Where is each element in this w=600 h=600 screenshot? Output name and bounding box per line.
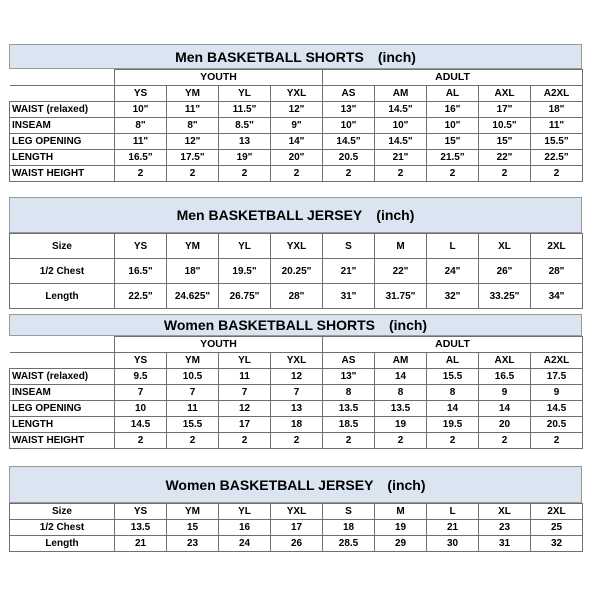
men-shorts-table xyxy=(9,69,583,182)
cell: 2 xyxy=(167,166,219,182)
cell: 10.5" xyxy=(479,118,531,134)
size-header: YS xyxy=(115,353,167,369)
men-shorts-title: Men BASKETBALL SHORTS xyxy=(175,48,364,65)
row-label: Length xyxy=(10,284,115,309)
blank-cell xyxy=(10,86,115,102)
table-row xyxy=(10,401,583,417)
size-label: Size xyxy=(10,234,115,259)
cell: 7 xyxy=(167,385,219,401)
men-shorts-group-adult: ADULT xyxy=(323,70,583,86)
cell: 13 xyxy=(219,134,271,150)
cell: 23 xyxy=(479,520,531,536)
size-header: S xyxy=(323,234,375,259)
cell: 31" xyxy=(323,284,375,309)
cell: 21" xyxy=(323,259,375,284)
cell: 14 xyxy=(375,369,427,385)
row-label: 1/2 Chest xyxy=(10,259,115,284)
row-label: WAIST (relaxed) xyxy=(10,102,115,118)
women-jersey-size-row xyxy=(10,504,583,520)
cell: 16.5 xyxy=(479,369,531,385)
cell: 15" xyxy=(479,134,531,150)
size-header: AS xyxy=(323,86,375,102)
cell: 13.5 xyxy=(375,401,427,417)
cell: 31.75" xyxy=(375,284,427,309)
size-header: YS xyxy=(115,234,167,259)
cell: 14.5" xyxy=(375,102,427,118)
cell: 9 xyxy=(479,385,531,401)
cell: 16 xyxy=(219,520,271,536)
cell: 2 xyxy=(219,433,271,449)
cell: 13.5 xyxy=(115,520,167,536)
cell: 21" xyxy=(375,150,427,166)
size-header: YM xyxy=(167,86,219,102)
cell: 26 xyxy=(271,536,323,552)
cell: 31 xyxy=(479,536,531,552)
table-row xyxy=(10,520,583,536)
size-header: M xyxy=(375,234,427,259)
size-header: YXL xyxy=(271,86,323,102)
size-header: A2XL xyxy=(531,353,583,369)
cell: 22.5" xyxy=(531,150,583,166)
cell: 12 xyxy=(271,369,323,385)
size-header: YS xyxy=(115,86,167,102)
size-header: S xyxy=(323,504,375,520)
cell: 15.5 xyxy=(427,369,479,385)
cell: 2 xyxy=(427,433,479,449)
cell: 22.5" xyxy=(115,284,167,309)
men-jersey-title: Men BASKETBALL JERSEY xyxy=(176,207,363,223)
cell: 2 xyxy=(323,433,375,449)
size-header: 2XL xyxy=(531,504,583,520)
size-header: M xyxy=(375,504,427,520)
size-header: A2XL xyxy=(531,86,583,102)
size-header: XL xyxy=(479,234,531,259)
cell: 7 xyxy=(271,385,323,401)
size-header: AM xyxy=(375,86,427,102)
size-header: YL xyxy=(219,504,271,520)
cell: 21.5" xyxy=(427,150,479,166)
men-jersey-table xyxy=(9,233,583,309)
women-shorts-title: Women BASKETBALL SHORTS xyxy=(163,317,375,333)
women-shorts-size-row xyxy=(10,353,583,369)
cell: 10.5 xyxy=(167,369,219,385)
cell: 2 xyxy=(479,433,531,449)
cell: 20.5 xyxy=(531,417,583,433)
cell: 2 xyxy=(115,433,167,449)
cell: 32 xyxy=(531,536,583,552)
cell: 8 xyxy=(375,385,427,401)
women-shorts-group-youth: YOUTH xyxy=(115,337,323,353)
cell: 10" xyxy=(427,118,479,134)
cell: 20.25" xyxy=(271,259,323,284)
size-header: XL xyxy=(479,504,531,520)
cell: 21 xyxy=(427,520,479,536)
cell: 8" xyxy=(167,118,219,134)
cell: 19 xyxy=(375,520,427,536)
cell: 18.5 xyxy=(323,417,375,433)
cell: 29 xyxy=(375,536,427,552)
size-label: Size xyxy=(10,504,115,520)
size-header: AS xyxy=(323,353,375,369)
table-row xyxy=(10,385,583,401)
size-header: 2XL xyxy=(531,234,583,259)
women-shorts-chart xyxy=(9,314,582,449)
size-header: AL xyxy=(427,86,479,102)
size-header: YXL xyxy=(271,353,323,369)
cell: 28" xyxy=(531,259,583,284)
row-label: 1/2 Chest xyxy=(10,520,115,536)
cell: 9 xyxy=(531,385,583,401)
cell: 8 xyxy=(427,385,479,401)
cell: 21 xyxy=(115,536,167,552)
cell: 16.5" xyxy=(115,259,167,284)
cell: 26.75" xyxy=(219,284,271,309)
cell: 9.5 xyxy=(115,369,167,385)
cell: 28.5 xyxy=(323,536,375,552)
cell: 8" xyxy=(115,118,167,134)
cell: 14.5 xyxy=(115,417,167,433)
women-jersey-title: Women BASKETBALL JERSEY xyxy=(165,476,374,493)
cell: 34" xyxy=(531,284,583,309)
cell: 26" xyxy=(479,259,531,284)
cell: 24" xyxy=(427,259,479,284)
women-jersey-unit: (inch) xyxy=(387,476,426,493)
cell: 14.5 xyxy=(531,401,583,417)
cell: 19 xyxy=(375,417,427,433)
row-label: Length xyxy=(10,536,115,552)
cell: 18" xyxy=(167,259,219,284)
cell: 2 xyxy=(271,433,323,449)
size-header: L xyxy=(427,234,479,259)
men-jersey-unit: (inch) xyxy=(376,207,415,223)
size-header: L xyxy=(427,504,479,520)
cell: 18" xyxy=(531,102,583,118)
cell: 15 xyxy=(167,520,219,536)
cell: 2 xyxy=(167,433,219,449)
cell: 24 xyxy=(219,536,271,552)
cell: 13" xyxy=(323,102,375,118)
size-header: YM xyxy=(167,353,219,369)
cell: 15.5 xyxy=(167,417,219,433)
cell: 22" xyxy=(375,259,427,284)
cell: 11" xyxy=(531,118,583,134)
table-row xyxy=(10,102,583,118)
cell: 14 xyxy=(479,401,531,417)
row-label: LENGTH xyxy=(10,417,115,433)
cell: 9" xyxy=(271,118,323,134)
cell: 18 xyxy=(323,520,375,536)
table-row xyxy=(10,134,583,150)
blank-cell xyxy=(10,70,115,86)
cell: 2 xyxy=(479,166,531,182)
men-jersey-size-row xyxy=(10,234,583,259)
row-label: WAIST HEIGHT xyxy=(10,166,115,182)
size-header: AM xyxy=(375,353,427,369)
cell: 11 xyxy=(167,401,219,417)
cell: 2 xyxy=(219,166,271,182)
cell: 22" xyxy=(479,150,531,166)
men-shorts-group-youth: YOUTH xyxy=(115,70,323,86)
women-jersey-chart xyxy=(9,466,582,552)
size-header: YXL xyxy=(271,504,323,520)
row-label: INSEAM xyxy=(10,118,115,134)
table-row xyxy=(10,284,583,309)
cell: 12" xyxy=(167,134,219,150)
cell: 20 xyxy=(479,417,531,433)
women-shorts-title-bar xyxy=(9,314,582,336)
cell: 13" xyxy=(323,369,375,385)
cell: 11" xyxy=(167,102,219,118)
row-label: LEG OPENING xyxy=(10,401,115,417)
cell: 12" xyxy=(271,102,323,118)
cell: 2 xyxy=(531,433,583,449)
cell: 15" xyxy=(427,134,479,150)
cell: 2 xyxy=(271,166,323,182)
cell: 16.5" xyxy=(115,150,167,166)
cell: 2 xyxy=(375,433,427,449)
men-shorts-title-bar xyxy=(9,44,582,69)
cell: 2 xyxy=(115,166,167,182)
size-header: YXL xyxy=(271,234,323,259)
size-header: YM xyxy=(167,234,219,259)
cell: 14" xyxy=(271,134,323,150)
table-row xyxy=(10,259,583,284)
cell: 10" xyxy=(323,118,375,134)
cell: 10" xyxy=(375,118,427,134)
cell: 2 xyxy=(427,166,479,182)
cell: 30 xyxy=(427,536,479,552)
cell: 14 xyxy=(427,401,479,417)
men-shorts-unit: (inch) xyxy=(377,48,416,65)
women-shorts-group-row xyxy=(10,337,583,353)
cell: 17 xyxy=(271,520,323,536)
cell: 32" xyxy=(427,284,479,309)
cell: 13 xyxy=(271,401,323,417)
cell: 23 xyxy=(167,536,219,552)
cell: 11 xyxy=(219,369,271,385)
row-label: LEG OPENING xyxy=(10,134,115,150)
table-row xyxy=(10,369,583,385)
table-row xyxy=(10,433,583,449)
cell: 14.5" xyxy=(375,134,427,150)
cell: 2 xyxy=(323,166,375,182)
table-row xyxy=(10,536,583,552)
women-shorts-unit: (inch) xyxy=(388,317,428,333)
blank-cell xyxy=(10,353,115,369)
size-header: AL xyxy=(427,353,479,369)
cell: 19.5" xyxy=(219,259,271,284)
cell: 15.5" xyxy=(531,134,583,150)
cell: 19" xyxy=(219,150,271,166)
men-jersey-title-bar xyxy=(9,197,582,233)
cell: 16" xyxy=(427,102,479,118)
size-header: AXL xyxy=(479,353,531,369)
cell: 28" xyxy=(271,284,323,309)
row-label: LENGTH xyxy=(10,150,115,166)
size-header: YL xyxy=(219,353,271,369)
cell: 11" xyxy=(115,134,167,150)
cell: 20" xyxy=(271,150,323,166)
row-label: WAIST (relaxed) xyxy=(10,369,115,385)
row-label: WAIST HEIGHT xyxy=(10,433,115,449)
cell: 20.5 xyxy=(323,150,375,166)
cell: 25 xyxy=(531,520,583,536)
cell: 17" xyxy=(479,102,531,118)
table-row xyxy=(10,150,583,166)
cell: 10 xyxy=(115,401,167,417)
cell: 2 xyxy=(375,166,427,182)
cell: 2 xyxy=(531,166,583,182)
cell: 13.5 xyxy=(323,401,375,417)
men-jersey-chart xyxy=(9,197,582,309)
cell: 14.5" xyxy=(323,134,375,150)
cell: 17.5" xyxy=(167,150,219,166)
cell: 17 xyxy=(219,417,271,433)
men-shorts-size-row xyxy=(10,86,583,102)
table-row xyxy=(10,118,583,134)
cell: 12 xyxy=(219,401,271,417)
men-shorts-group-row xyxy=(10,70,583,86)
table-row xyxy=(10,166,583,182)
blank-cell xyxy=(10,337,115,353)
cell: 7 xyxy=(219,385,271,401)
size-header: YS xyxy=(115,504,167,520)
women-shorts-table xyxy=(9,336,583,449)
women-jersey-table xyxy=(9,503,583,552)
cell: 18 xyxy=(271,417,323,433)
cell: 7 xyxy=(115,385,167,401)
size-header: YL xyxy=(219,86,271,102)
cell: 10" xyxy=(115,102,167,118)
size-header: AXL xyxy=(479,86,531,102)
women-shorts-group-adult: ADULT xyxy=(323,337,583,353)
table-row xyxy=(10,417,583,433)
cell: 11.5" xyxy=(219,102,271,118)
cell: 24.625" xyxy=(167,284,219,309)
row-label: INSEAM xyxy=(10,385,115,401)
cell: 8 xyxy=(323,385,375,401)
women-jersey-title-bar xyxy=(9,466,582,503)
men-shorts-chart xyxy=(9,44,582,182)
cell: 17.5 xyxy=(531,369,583,385)
cell: 8.5" xyxy=(219,118,271,134)
size-header: YM xyxy=(167,504,219,520)
cell: 19.5 xyxy=(427,417,479,433)
cell: 33.25" xyxy=(479,284,531,309)
size-header: YL xyxy=(219,234,271,259)
